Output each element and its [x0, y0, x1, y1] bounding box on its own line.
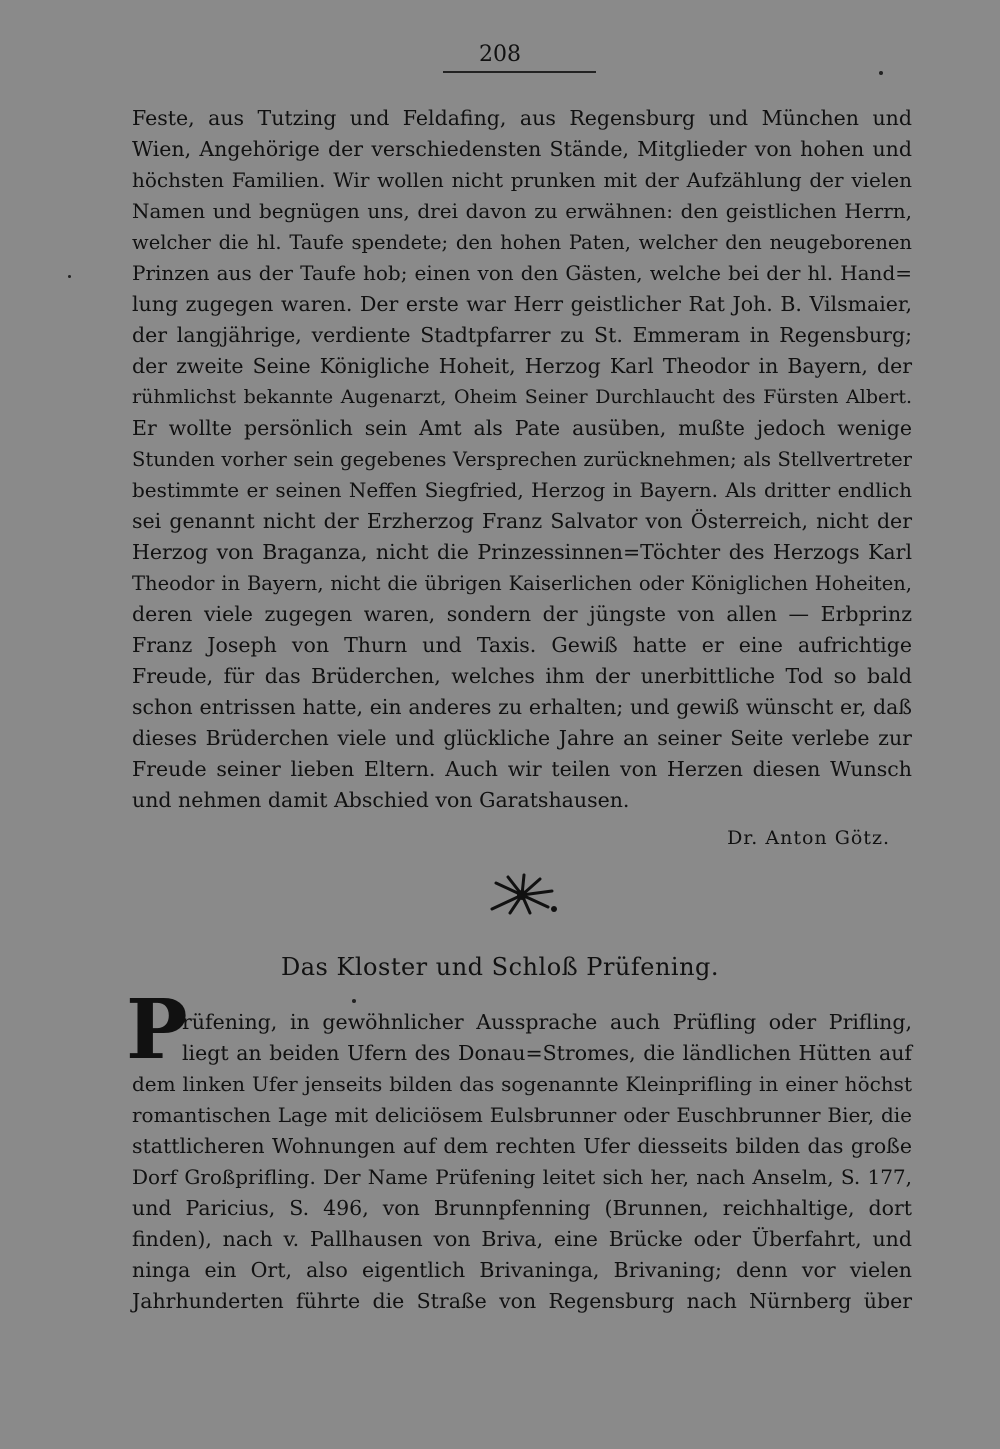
text-line: und Paricius, S. 496, von Brunnpfenning (Brunnen, reichhaltige, dort [132, 1196, 912, 1220]
text-line: Namen und begnügen uns, drei davon zu erwähnen: den geistlichen Herrn, [132, 199, 912, 223]
text-line: und nehmen damit Abschied von Garatshausen. [132, 788, 630, 812]
text-line: dieses Brüderchen viele und glückliche Jahre an seiner Seite verlebe zur [132, 726, 912, 750]
text-line: Wien, Angehörige der verschiedensten Stände, Mitglieder von hohen und [132, 137, 912, 161]
header-rule [443, 71, 596, 73]
text-line: finden), nach v. Pallhausen von Briva, eine Brücke oder Überfahrt, und [132, 1227, 912, 1251]
text-line: Herzog von Braganza, nicht die Prinzessinnen=Töchter des Herzogs Karl [132, 540, 912, 564]
text-line: Prinzen aus der Taufe hob; einen von den Gästen, welche bei der hl. Hand= [132, 261, 912, 285]
text-line: höchsten Familien. Wir wollen nicht prunken mit der Aufzählung der vielen [132, 168, 912, 192]
text-line: romantischen Lage mit deliciösem Eulsbrunner oder Euschbrunner Bier, die [132, 1103, 912, 1127]
text-line: stattlicheren Wohnungen auf dem rechten Ufer diesseits bilden das große [132, 1134, 912, 1158]
text-line: rühmlichst bekannte Augenarzt, Oheim Seiner Durchlaucht des Fürsten Albert. [132, 386, 912, 408]
text-line: Stunden vorher sein gegebenes Versprechen zurücknehmen; als Stellvertreter [132, 448, 912, 471]
text-line: Jahrhunderten führte die Straße von Regensburg nach Nürnberg über [132, 1289, 912, 1313]
stray-mark [352, 999, 356, 1003]
text-line: der langjährige, verdiente Stadtpfarrer zu St. Emmeram in Regensburg; [132, 323, 912, 347]
text-line: bestimmte er seinen Neffen Siegfried, Herzog in Bayern. Als dritter endlich [132, 478, 912, 502]
text-line: ninga ein Ort, also eigentlich Brivaninga, Brivaning; denn vor vielen [132, 1258, 912, 1282]
text-line: welcher die hl. Taufe spendete; den hohen Paten, welcher den neugeborenen [132, 231, 912, 254]
text-line: der zweite Seine Königliche Hoheit, Herzog Karl Theodor in Bayern, der [132, 354, 912, 378]
section-title: Das Kloster und Schloß Prüfening. [280, 953, 720, 981]
text-line: Franz Joseph von Thurn und Taxis. Gewiß hatte er eine aufrichtige [132, 633, 912, 657]
text-line: deren viele zugegen waren, sondern der jüngste von allen — Erbprinz [132, 602, 912, 626]
page-number: 208 [479, 42, 521, 67]
stray-mark [879, 71, 883, 75]
text-line: sei genannt nicht der Erzherzog Franz Salvator von Österreich, nicht der [132, 509, 912, 533]
drop-cap: P [126, 982, 188, 1078]
text-line: Freude seiner lieben Eltern. Auch wir teilen von Herzen diesen Wunsch [132, 757, 912, 781]
text-line: rüfening, in gewöhnlicher Aussprache auch Prüfling oder Prifling, [182, 1010, 912, 1034]
text-line: schon entrissen hatte, ein anderes zu erhalten; und gewiß wünscht er, daß [132, 695, 912, 719]
text-line: Theodor in Bayern, nicht die übrigen Kaiserlichen oder Königlichen Hoheiten, [132, 572, 912, 595]
text-line: lung zugegen waren. Der erste war Herr geistlicher Rat Joh. B. Vilsmaier, [132, 292, 912, 316]
text-line: Er wollte persönlich sein Amt als Pate ausüben, mußte jedoch wenige [132, 416, 912, 440]
text-line: Feste, aus Tutzing und Feldafing, aus Regensburg und München und [132, 106, 912, 130]
signature: Dr. Anton Götz. [727, 827, 890, 849]
stray-mark [68, 275, 71, 278]
text-line: Freude, für das Brüderchen, welches ihm der unerbittliche Tod so bald [132, 664, 912, 688]
ornament-flourish-icon [484, 873, 560, 917]
text-line: liegt an beiden Ufern des Donau=Stromes, die ländlichen Hütten auf [182, 1041, 912, 1065]
text-line: Dorf Großprifling. Der Name Prüfening leitet sich her, nach Anselm, S. 177, [132, 1165, 912, 1189]
text-line: dem linken Ufer jenseits bilden das sogenannte Kleinprifling in einer höchst [132, 1072, 912, 1096]
